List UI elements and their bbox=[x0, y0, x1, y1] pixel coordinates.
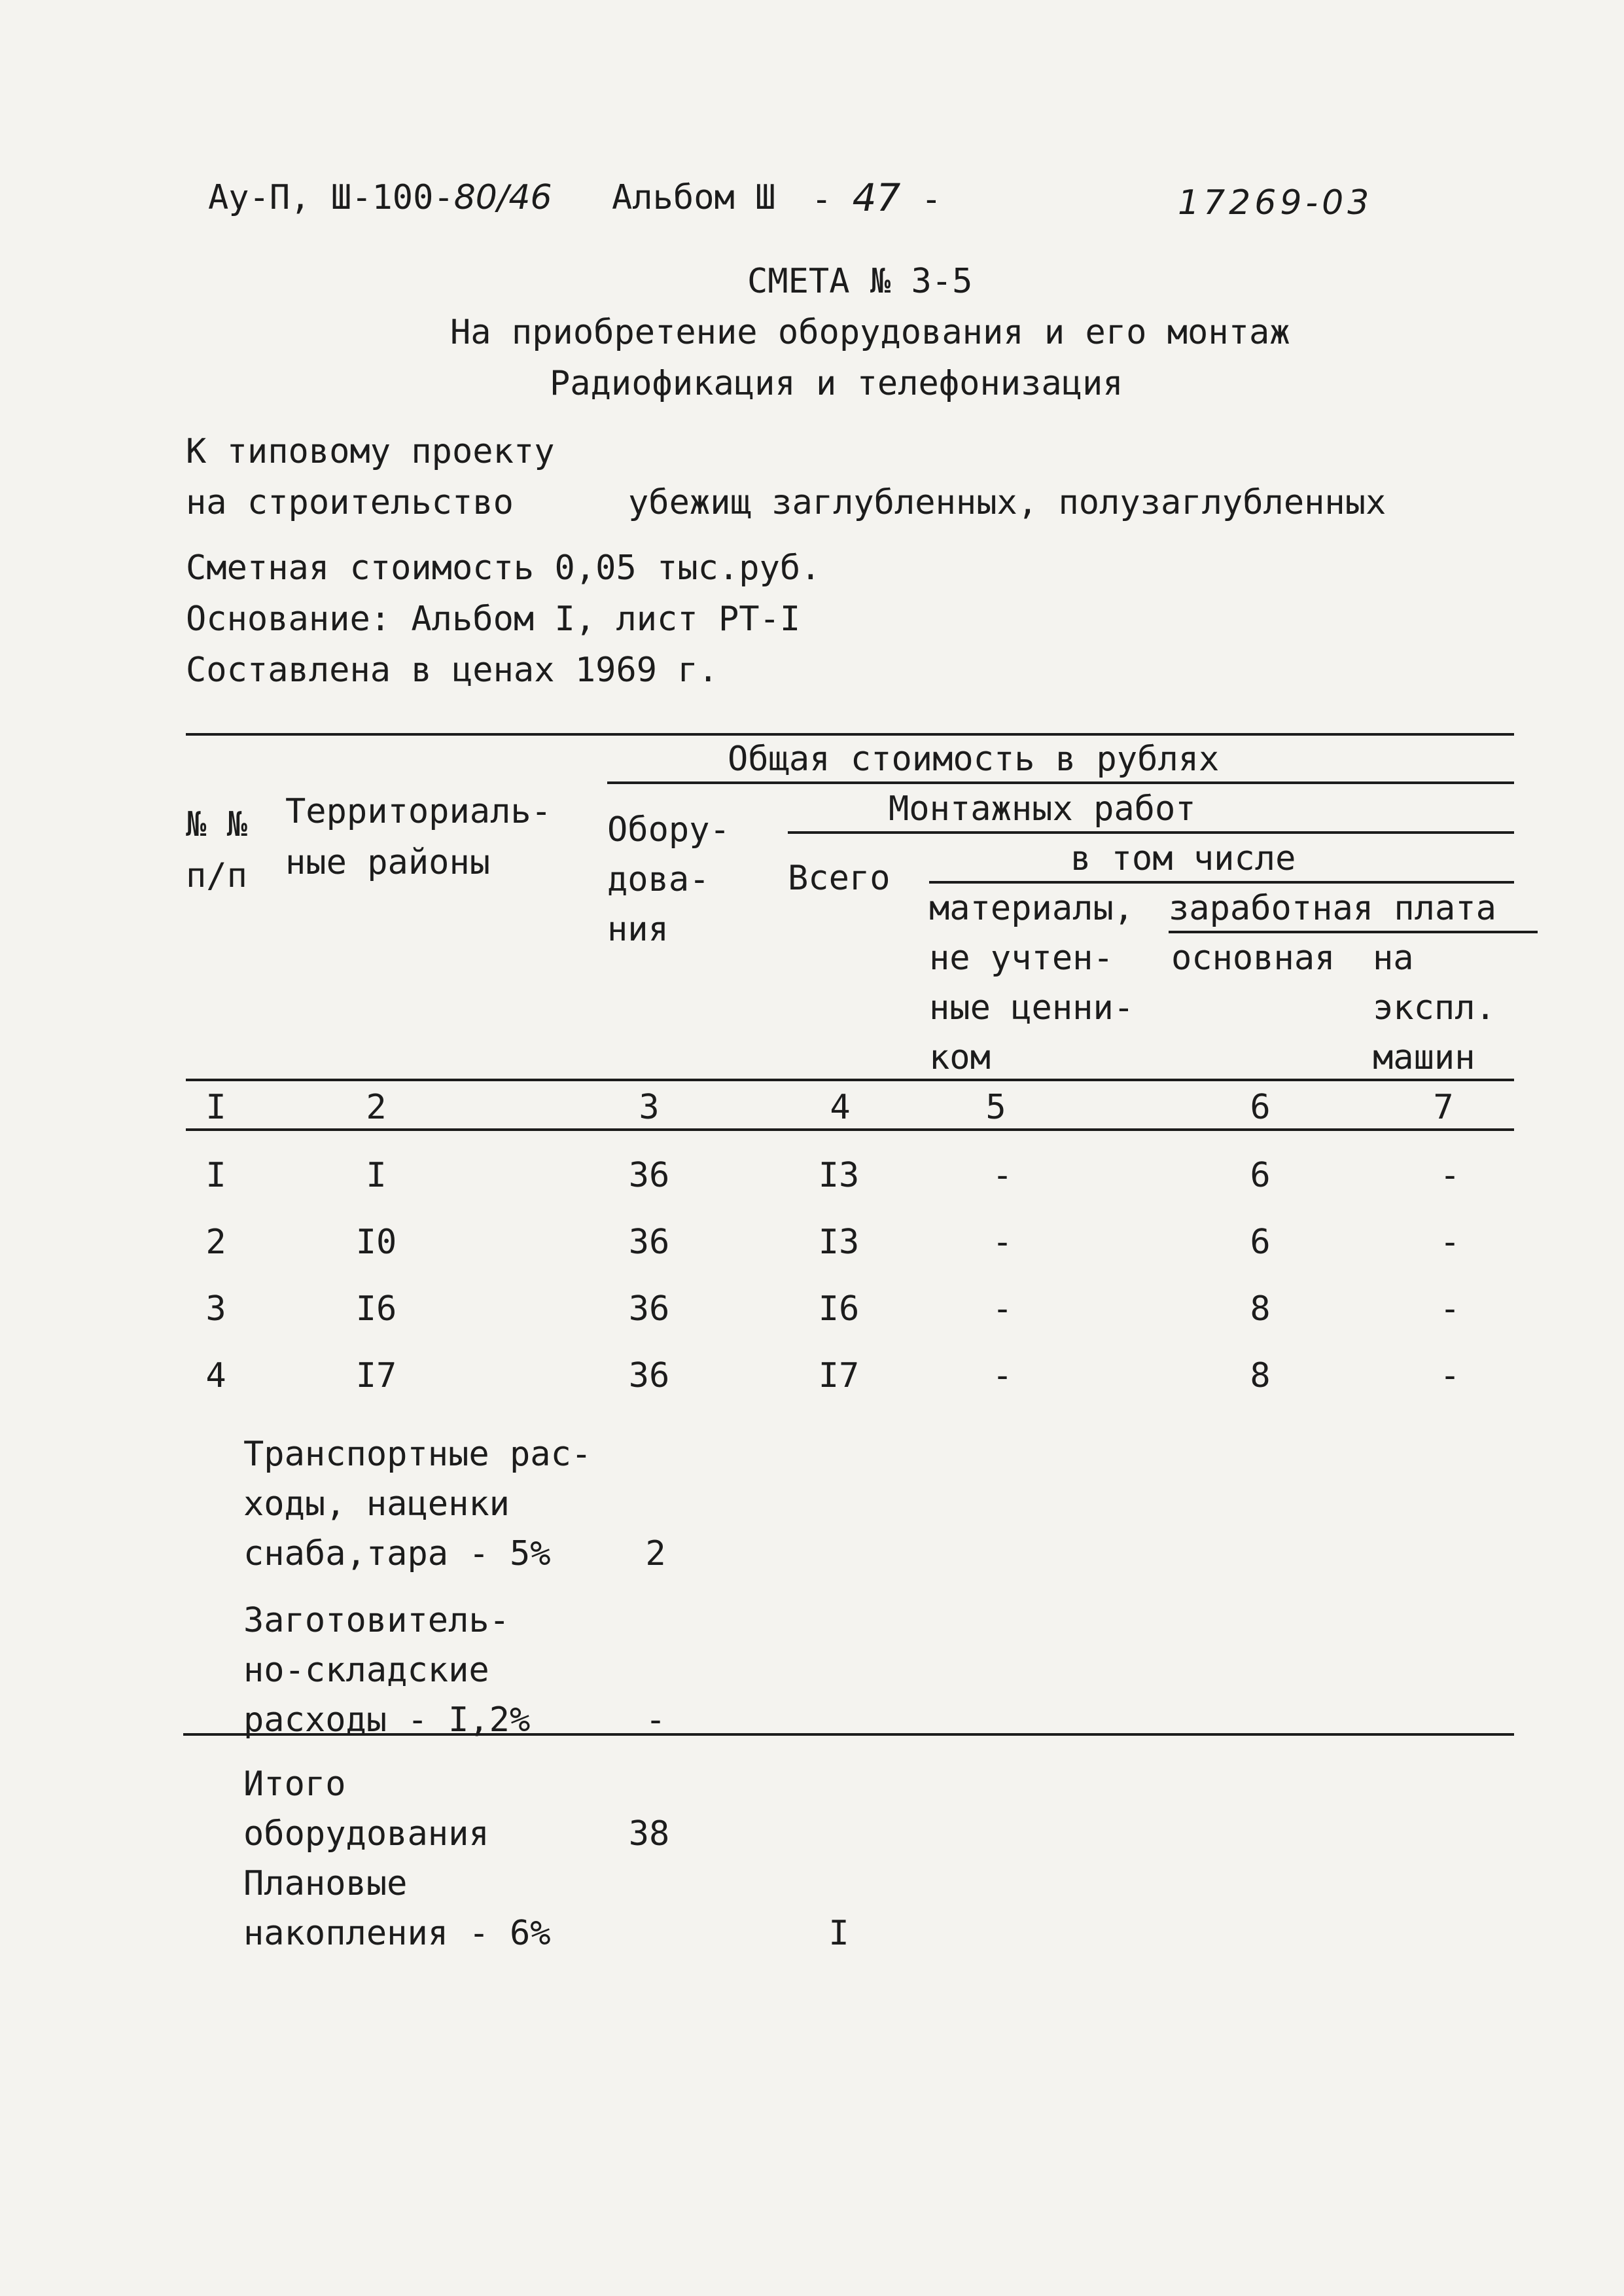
page-number bbox=[811, 175, 942, 220]
estimate-section: Радиофикация и телефонизация bbox=[550, 364, 1123, 403]
col2-header-line1: Территориаль- bbox=[285, 792, 552, 831]
row-number: 3 bbox=[205, 1289, 226, 1329]
colnum-1: I bbox=[205, 1088, 226, 1127]
row-materials: - bbox=[992, 1356, 1013, 1395]
row-equipment: 36 bbox=[628, 1156, 670, 1195]
header-montage: Монтажных работ bbox=[889, 789, 1196, 829]
colnum-2: 2 bbox=[366, 1088, 387, 1127]
estimate-prices: Составлена в ценах 1969 г. bbox=[186, 651, 718, 690]
col5-header-line2: не учтен- bbox=[929, 939, 1114, 978]
colnum-6: 6 bbox=[1250, 1088, 1271, 1127]
transport-line2: ходы, наценки bbox=[243, 1484, 510, 1524]
row-salary: 8 bbox=[1250, 1289, 1271, 1329]
header-total-cost: Общая стоимость в рублях bbox=[728, 740, 1220, 779]
storage-line2: но-складские bbox=[243, 1651, 489, 1690]
total-equipment-line1: Итого bbox=[243, 1765, 346, 1804]
row-salary: 8 bbox=[1250, 1356, 1271, 1395]
transport-value: 2 bbox=[645, 1534, 666, 1573]
transport-line3: снаба,тара - 5% bbox=[243, 1534, 551, 1573]
colnum-7: 7 bbox=[1433, 1088, 1454, 1127]
row-materials: - bbox=[992, 1289, 1013, 1329]
rule-col-numbers-bottom bbox=[186, 1128, 1514, 1131]
project-line2-value: убежищ заглубленных, полузаглубленных bbox=[628, 483, 1386, 522]
header-including: в том числе bbox=[1070, 839, 1296, 878]
row-region: I0 bbox=[355, 1223, 397, 1262]
col3-header-line1: Обору- bbox=[607, 810, 730, 850]
col2-header-line2: ные районы bbox=[285, 843, 491, 882]
col7-header-line3: машин bbox=[1373, 1038, 1475, 1077]
col5-header-line4: ком bbox=[929, 1038, 991, 1077]
col1-header-line1: № № bbox=[186, 805, 247, 844]
col4-header: Всего bbox=[788, 859, 891, 898]
estimate-subtitle: На приобретение оборудования и его монтаж bbox=[450, 313, 1290, 352]
row-equipment: 36 bbox=[628, 1289, 670, 1329]
album-label: Альбом Ш bbox=[612, 178, 776, 217]
col5-header-line1: материалы, bbox=[929, 889, 1135, 928]
col7-header-line1: на bbox=[1373, 939, 1414, 978]
page-number-value: 47 bbox=[852, 175, 901, 220]
planned-line1: Плановые bbox=[243, 1864, 408, 1903]
row-montage-total: I7 bbox=[818, 1356, 860, 1395]
storage-line3: расходы - I,2% bbox=[243, 1700, 531, 1740]
col5-header-line3: ные ценни- bbox=[929, 988, 1135, 1028]
rule-under-salary bbox=[1169, 931, 1538, 933]
col1-header-line2: п/п bbox=[186, 856, 247, 895]
row-salary: 6 bbox=[1250, 1223, 1271, 1262]
storage-value: - bbox=[645, 1700, 666, 1740]
row-region: I6 bbox=[355, 1289, 397, 1329]
row-number: 4 bbox=[205, 1356, 226, 1395]
transport-line1: Транспортные рас- bbox=[243, 1435, 592, 1474]
planned-line2: накопления - 6% bbox=[243, 1914, 551, 1953]
rule-under-total bbox=[607, 781, 1514, 784]
total-equipment-value: 38 bbox=[628, 1814, 670, 1854]
row-machines: - bbox=[1439, 1356, 1460, 1395]
page-suffix: - bbox=[921, 180, 942, 219]
row-number: I bbox=[205, 1156, 226, 1195]
col7-header-line2: экспл. bbox=[1373, 988, 1496, 1028]
col3-header-line3: ния bbox=[607, 910, 669, 949]
series-handwritten: 80/46 bbox=[453, 178, 552, 217]
row-machines: - bbox=[1439, 1223, 1460, 1262]
row-montage-total: I3 bbox=[818, 1156, 860, 1195]
header-salary: заработная плата bbox=[1169, 889, 1496, 928]
total-equipment-line2: оборудования bbox=[243, 1814, 489, 1854]
planned-value: I bbox=[828, 1914, 849, 1953]
colnum-3: 3 bbox=[639, 1088, 660, 1127]
rule-under-including bbox=[929, 881, 1514, 884]
estimate-basis: Основание: Альбом I, лист РТ-I bbox=[186, 600, 801, 639]
doc-code: 17269-03 bbox=[1178, 183, 1373, 223]
row-salary: 6 bbox=[1250, 1156, 1271, 1195]
row-materials: - bbox=[992, 1156, 1013, 1195]
estimate-title: СМЕТА № 3-5 bbox=[747, 262, 973, 301]
project-line2-label: на строительство bbox=[186, 483, 514, 522]
col3-header-line2: дова- bbox=[607, 860, 710, 899]
row-number: 2 bbox=[205, 1223, 226, 1262]
row-region: I7 bbox=[355, 1356, 397, 1395]
row-montage-total: I6 bbox=[818, 1289, 860, 1329]
page-prefix: - bbox=[811, 180, 832, 219]
row-machines: - bbox=[1439, 1156, 1460, 1195]
project-line1: К типовому проекту bbox=[186, 432, 555, 471]
series-code: Ау-П, Ш-100- bbox=[208, 178, 454, 217]
row-region: I bbox=[366, 1156, 387, 1195]
col6-header: основная bbox=[1171, 939, 1335, 978]
row-materials: - bbox=[992, 1223, 1013, 1262]
estimate-cost: Сметная стоимость 0,05 тыс.руб. bbox=[186, 548, 821, 588]
row-machines: - bbox=[1439, 1289, 1460, 1329]
rule-under-montage bbox=[788, 831, 1514, 834]
row-montage-total: I3 bbox=[818, 1223, 860, 1262]
row-equipment: 36 bbox=[628, 1223, 670, 1262]
colnum-4: 4 bbox=[830, 1088, 851, 1127]
table-top-rule bbox=[186, 733, 1514, 736]
row-equipment: 36 bbox=[628, 1356, 670, 1395]
storage-line1: Заготовитель- bbox=[243, 1601, 510, 1640]
doc-series bbox=[208, 178, 552, 217]
colnum-5: 5 bbox=[985, 1088, 1006, 1127]
rule-header-bottom bbox=[186, 1079, 1514, 1081]
